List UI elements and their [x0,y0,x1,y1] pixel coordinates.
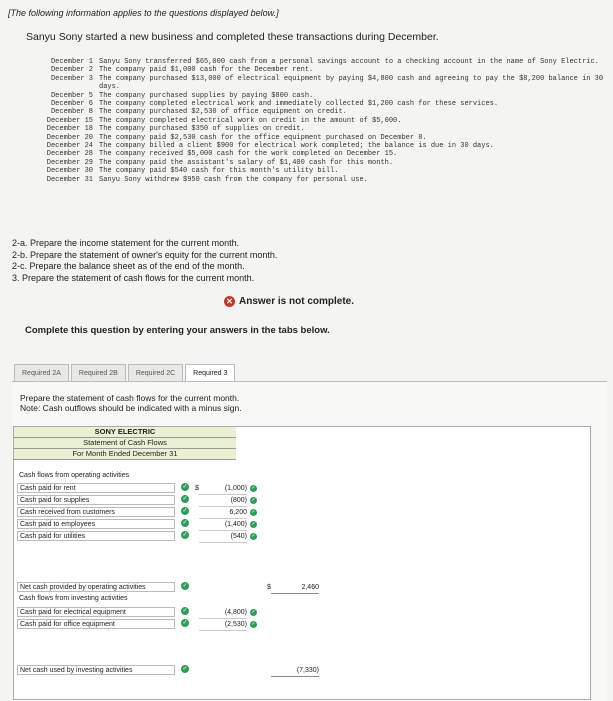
transaction-text: The company received $5,000 cash for the work completed on December 15. [99,150,398,159]
transaction-date: December 5 [50,91,93,100]
check-icon: ✓ [251,497,256,503]
transaction-date: December 30 [46,167,93,176]
transaction-item [30,100,605,108]
check-icon: ✓ [182,508,188,514]
transaction-item [30,92,605,100]
table-row [14,519,590,530]
incomplete-alert [224,296,354,307]
table-row [14,483,590,494]
tab-required-2b[interactable]: Required 2B [71,364,126,383]
transaction-text: The company purchased supplies by paying $800 cash. [99,91,314,100]
amount-input[interactable]: (4,800) [199,607,247,619]
transaction-text: The company completed electrical work on credit in the amount of $5,000. [99,116,402,125]
intro-note: [The following information applies to the questions displayed below.] [8,8,279,18]
transaction-date: December 20 [46,133,93,142]
transaction-item [30,108,605,116]
tab-required-3[interactable]: Required 3 [185,364,235,383]
amount-input[interactable]: (540) [199,531,247,543]
transaction-item [30,134,605,142]
transaction-text: The company paid $1,000 cash for the December rent. [99,66,314,75]
transaction-item [30,167,605,175]
check-icon: ✓ [251,509,256,515]
transaction-text: Sanyu Sony transferred $65,000 cash from a personal savings account to a checking account in the name of Sony Electric. [99,58,599,66]
transaction-text: The company completed electrical work and immediately collected $1,200 cash for these services. [99,100,499,109]
check-icon: ✓ [251,485,256,491]
transaction-date: December 1 [50,58,93,66]
check-icon: ✓ [182,620,188,626]
transaction-date: December 24 [46,142,93,151]
row-label-input[interactable]: Net cash provided by operating activities [17,582,175,592]
section-header-operating [14,471,590,482]
check-icon: ✓ [182,666,188,672]
row-label: Cash flows from investing activities [19,595,128,602]
row-label-input[interactable]: Cash paid for utilities [17,531,175,541]
error-icon: ✕ [224,296,235,307]
requirement-item: 2-c. Prepare the balance sheet as of the end of the month. [12,261,245,271]
amount-input[interactable]: (1,400) [199,519,247,531]
table-row [14,619,590,630]
row-label-input[interactable]: Cash received from customers [17,507,175,517]
row-label-input[interactable]: Cash paid for supplies [17,495,175,505]
transaction-text: The company purchased $2,530 of office equipment on credit. [99,108,347,117]
transaction-text: The company paid the assistant's salary of $1,400 cash for this month. [99,158,394,167]
currency-symbol: $ [195,485,199,492]
transaction-date: December 8 [50,108,93,117]
requirements-list [12,238,277,284]
statement-title: Statement of Cash Flows [14,438,236,449]
tab-required-2c[interactable]: Required 2C [128,364,183,383]
statement-period: For Month Ended December 31 [14,449,236,460]
row-label-input[interactable]: Cash paid for rent [17,483,175,493]
transaction-item [30,75,605,92]
check-icon: ✓ [251,521,256,527]
section-header-investing [14,594,590,605]
amount-input[interactable]: 6,200 [199,507,247,519]
amount-input[interactable]: (800) [199,495,247,507]
transaction-text: The company paid $2,530 cash for the office equipment purchased on December 8. [99,133,427,142]
company-name: SONY ELECTRIC [14,427,236,438]
check-icon: ✓ [182,484,188,490]
requirement-item: 2-a. Prepare the income statement for the current month. [12,238,240,248]
requirement-item: 2-b. Prepare the statement of owner's equity for the current month. [12,249,278,260]
transaction-item [30,117,605,125]
instruction-note: Note: Cash outflows should be indicated with a minus sign. [20,403,242,413]
currency-symbol: $ [267,584,271,591]
transaction-item [30,66,605,74]
total-value: 2,460 [271,582,319,594]
transaction-item [30,125,605,133]
amount-input[interactable]: (2,530) [199,619,247,631]
transaction-date: December 28 [46,150,93,159]
transaction-text: The company paid $540 cash for this month's utility bill. [99,167,339,176]
transaction-date: December 3 [50,74,93,83]
transactions-list [30,58,605,184]
check-icon: ✓ [182,583,188,589]
cash-flow-worksheet [13,426,591,700]
transaction-item [30,142,605,150]
table-row [14,531,590,542]
check-icon: ✓ [182,608,188,614]
transaction-text: The company purchased $350 of supplies on credit. [99,125,305,134]
transaction-date: December 6 [50,100,93,109]
instruction-text: Prepare the statement of cash flows for the current month. [20,393,240,403]
transaction-text: The company billed a client $900 for electrical work completed; the balance is due in 30 days. [99,142,494,151]
net-investing-row [14,665,590,676]
transaction-item [30,150,605,158]
transaction-date: December 29 [46,158,93,167]
row-label: Cash flows from operating activities [19,472,130,479]
transaction-date: December 31 [46,175,93,184]
scenario-text: Sanyu Sony started a new business and completed these transactions during December. [26,31,439,43]
row-label-input[interactable]: Cash paid for office equipment [17,619,175,629]
transaction-item [30,176,605,184]
alert-text: Answer is not complete. [239,296,355,307]
check-icon: ✓ [182,532,188,538]
table-row [14,495,590,506]
transaction-date: December 15 [46,116,93,125]
requirement-item: 3. Prepare the statement of cash flows for the current month. [12,272,255,283]
transaction-item [30,159,605,167]
net-operating-row [14,582,590,593]
check-icon: ✓ [251,621,256,627]
transaction-date: December 2 [50,66,93,75]
row-label-input[interactable]: Cash paid to employees [17,519,175,529]
check-icon: ✓ [182,520,188,526]
check-icon: ✓ [251,609,256,615]
table-row [14,607,590,618]
amount-input[interactable]: (1,000) [199,483,247,495]
transaction-text: Sanyu Sony withdrew $950 cash from the company for personal use. [99,175,368,184]
complete-prompt: Complete this question by entering your answers in the tabs below. [25,325,330,336]
tab-required-2a[interactable]: Required 2A [14,364,69,383]
row-label-input[interactable]: Net cash used by investing activities [17,665,175,675]
check-icon: ✓ [182,496,188,502]
transaction-text: The company purchased $13,000 of electrical equipment by paying $4,800 cash and agreeing to pay the $8,200 balance in 30 days. [99,74,604,92]
check-icon: ✓ [251,533,256,539]
transaction-item [30,58,605,66]
total-value: (7,330) [271,665,319,677]
table-row [14,507,590,518]
row-label-input[interactable]: Cash paid for electrical equipment [17,607,175,617]
transaction-date: December 18 [46,125,93,134]
instructions [20,393,242,413]
